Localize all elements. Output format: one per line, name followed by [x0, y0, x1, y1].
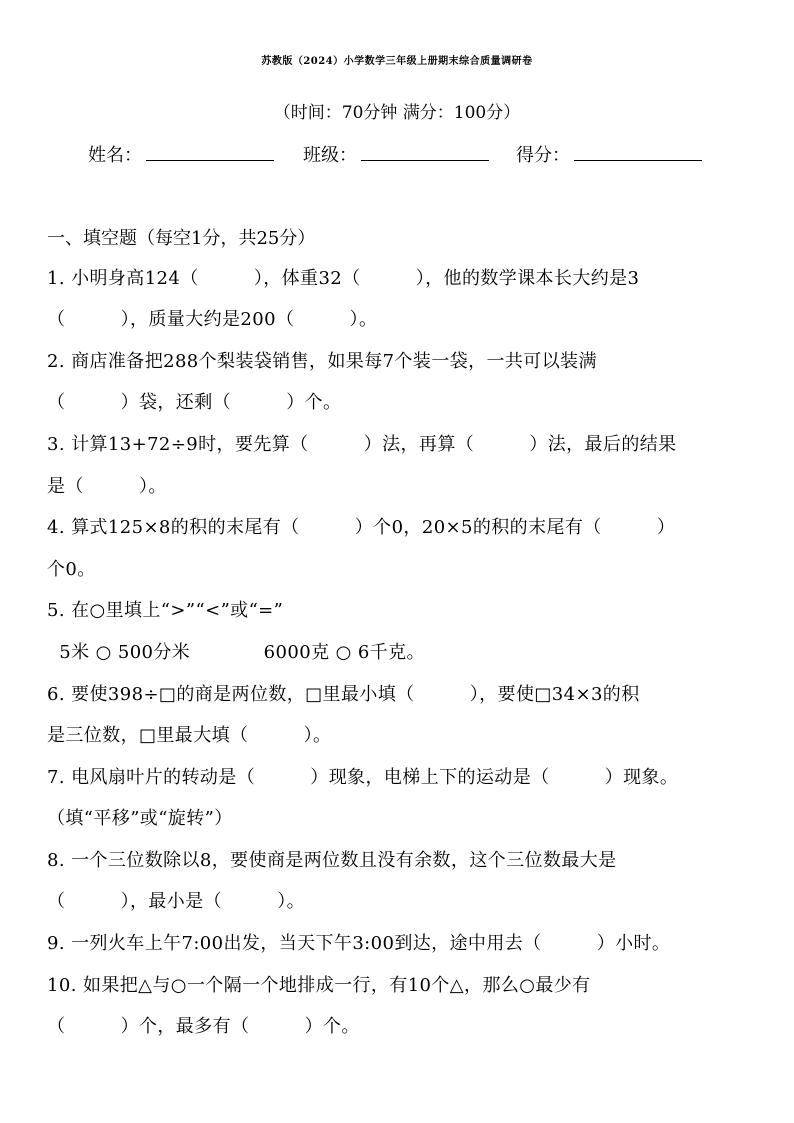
question-2-line-2: （ ）袋，还剩（ ）个。 — [47, 392, 342, 413]
question-2-line-1: 2. 商店准备把288个梨装袋销售，如果每7个装一袋，一共可以装满 — [47, 351, 597, 372]
page-title: 苏教版（2024）小学数学三年级上册期末综合质量调研卷 — [261, 56, 533, 67]
question-9-line-1: 9. 一列火车上午7:00出发，当天下午3:00到达，途中用去（ ）小时。 — [47, 933, 671, 954]
question-6-line-1: 6. 要使398÷□的商是两位数，□里最小填（ ），要使□34×3的积 — [47, 684, 640, 705]
question-10-line-2: （ ）个，最多有（ ）个。 — [47, 1016, 360, 1037]
question-8-line-1: 8. 一个三位数除以8，要使商是两位数且没有余数，这个三位数最大是 — [47, 850, 617, 871]
question-7-line-2: （填“平移”或“旋转”） — [47, 808, 233, 829]
question-3-line-2: 是（ ）。 — [47, 476, 167, 497]
name-label: 姓名： — [88, 145, 142, 166]
question-4-line-2: 个0。 — [47, 559, 96, 580]
score-blank-line[interactable] — [574, 142, 702, 161]
question-5-line-2: 5米 ○ 500分米 6000克 ○ 6千克。 — [47, 642, 425, 663]
score-field[interactable] — [516, 141, 702, 167]
class-label: 班级： — [303, 145, 357, 166]
name-blank-line[interactable] — [146, 142, 274, 161]
name-field[interactable] — [88, 141, 274, 167]
class-field[interactable] — [303, 141, 489, 167]
question-6-line-2: 是三位数，□里最大填（ ）。 — [47, 725, 332, 746]
section-heading-fill-in-blanks: 一、填空题（每空1分，共25分） — [47, 228, 316, 249]
class-blank-line[interactable] — [361, 142, 489, 161]
question-5-line-1: 5. 在○里填上“>”“<”或“=” — [47, 600, 284, 621]
score-label: 得分： — [516, 145, 570, 166]
question-7-line-1: 7. 电风扇叶片的转动是（ ）现象，电梯上下的运动是（ ）现象。 — [47, 767, 679, 788]
exam-time-and-score: （时间：70分钟 满分：100分） — [273, 103, 521, 123]
question-10-line-1: 10. 如果把△与○一个隔一个地排成一行，有10个△，那么○最少有 — [47, 975, 591, 996]
question-4-line-1: 4. 算式125×8的积的末尾有（ ）个0，20×5的积的末尾有（ ） — [47, 517, 676, 538]
question-3-line-1: 3. 计算13+72÷9时，要先算（ ）法，再算（ ）法，最后的结果 — [47, 434, 677, 455]
question-1-line-2: （ ），质量大约是200（ ）。 — [47, 309, 378, 330]
question-8-line-2: （ ），最小是（ ）。 — [47, 891, 305, 912]
question-1-line-1: 1. 小明身高124（ ），体重32（ ），他的数学课本长大约是3 — [47, 268, 640, 289]
